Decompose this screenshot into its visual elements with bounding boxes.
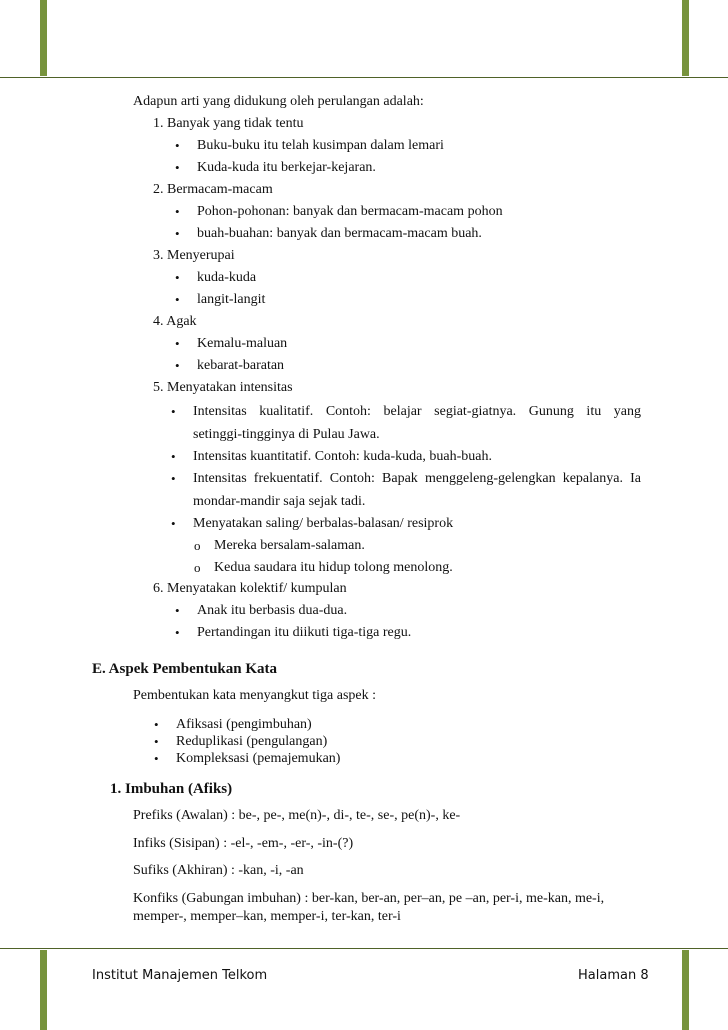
- header-right-bar: [682, 0, 689, 76]
- footer-institution: Institut Manajemen Telkom: [92, 968, 268, 983]
- list-item-5d-1: o Mereka bersalam-salaman.: [214, 537, 365, 555]
- list-item-4b: • kebarat-baratan: [197, 357, 284, 375]
- list-item-1a: • Buku-buku itu telah kusimpan dalam lemari: [197, 137, 444, 155]
- list-item-1: 1. Banyak yang tidak tentu: [153, 116, 304, 131]
- infiks-line: Infiks (Sisipan) : -el-, -em-, -er-, -in-(?): [133, 836, 354, 851]
- prefiks-line: Prefiks (Awalan) : be-, pe-, me(n)-, di-, te-, se-, pe(n)-, ke-: [133, 808, 461, 823]
- list-item-1b: • Kuda-kuda itu berkejar-kejaran.: [197, 159, 376, 177]
- list-item-4a: • Kemalu-maluan: [197, 335, 287, 353]
- list-item-2b: • buah-buahan: banyak dan bermacam-macam buah.: [197, 225, 482, 243]
- list-item-5d-2: o Kedua saudara itu hidup tolong menolong.: [214, 559, 453, 577]
- imbuhan-heading: 1. Imbuhan (Afiks): [110, 781, 233, 797]
- list-item-5c-line2: mondar-mandir saja sejak tadi.: [193, 494, 366, 509]
- list-item-3b: • langit-langit: [197, 291, 265, 309]
- header-left-bar: [40, 0, 47, 76]
- section-e-heading: E. Aspek Pembentukan Kata: [92, 661, 278, 677]
- list-item-5d: • Menyatakan saling/ berbalas-balasan/ resiprok: [193, 515, 453, 533]
- header-rule: [0, 77, 728, 78]
- list-item-5: 5. Menyatakan intensitas: [153, 380, 293, 395]
- konfiks-line-2: memper-, memper–kan, memper-i, ter-kan, ter-i: [133, 909, 401, 924]
- list-item-6a: • Anak itu berbasis dua-dua.: [197, 602, 347, 620]
- list-item-5a-line1: • Intensitas kualitatif. Contoh: belajar segiat-giatnya. Gunung itu yang: [193, 403, 641, 421]
- section-e-bullet-1: • Afiksasi (pengimbuhan): [176, 716, 312, 734]
- konfiks-line-1: Konfiks (Gabungan imbuhan) : ber-kan, ber-an, per–an, pe –an, per-i, me-kan, me-i,: [133, 891, 605, 906]
- list-item-5a-line2: setinggi-tingginya di Pulau Jawa.: [193, 427, 380, 442]
- section-e-bullet-2: • Reduplikasi (pengulangan): [176, 733, 327, 751]
- list-item-4: 4. Agak: [153, 314, 197, 329]
- list-item-2a: • Pohon-pohonan: banyak dan bermacam-macam pohon: [197, 203, 503, 221]
- sufiks-line: Sufiks (Akhiran) : -kan, -i, -an: [133, 863, 304, 878]
- footer-right-bar: [682, 950, 689, 1030]
- section-e-bullet-3: • Kompleksasi (pemajemukan): [176, 750, 340, 768]
- list-item-3a: • kuda-kuda: [197, 269, 256, 287]
- list-item-6b: • Pertandingan itu diikuti tiga-tiga regu.: [197, 624, 411, 642]
- list-item-5c-line1: • Intensitas frekuentatif. Contoh: Bapak menggeleng-gelengkan kepalanya. Ia: [193, 470, 641, 488]
- list-item-5b: • Intensitas kuantitatif. Contoh: kuda-kuda, buah-buah.: [193, 448, 492, 466]
- footer-rule: [0, 948, 728, 949]
- section-e-intro: Pembentukan kata menyangkut tiga aspek :: [133, 688, 376, 703]
- list-item-2: 2. Bermacam-macam: [153, 182, 273, 197]
- footer-page-number: Halaman 8: [578, 968, 649, 983]
- list-item-3: 3. Menyerupai: [153, 248, 235, 263]
- footer-left-bar: [40, 950, 47, 1030]
- intro-text: Adapun arti yang didukung oleh perulangan adalah:: [133, 94, 424, 109]
- list-item-6: 6. Menyatakan kolektif/ kumpulan: [153, 581, 347, 596]
